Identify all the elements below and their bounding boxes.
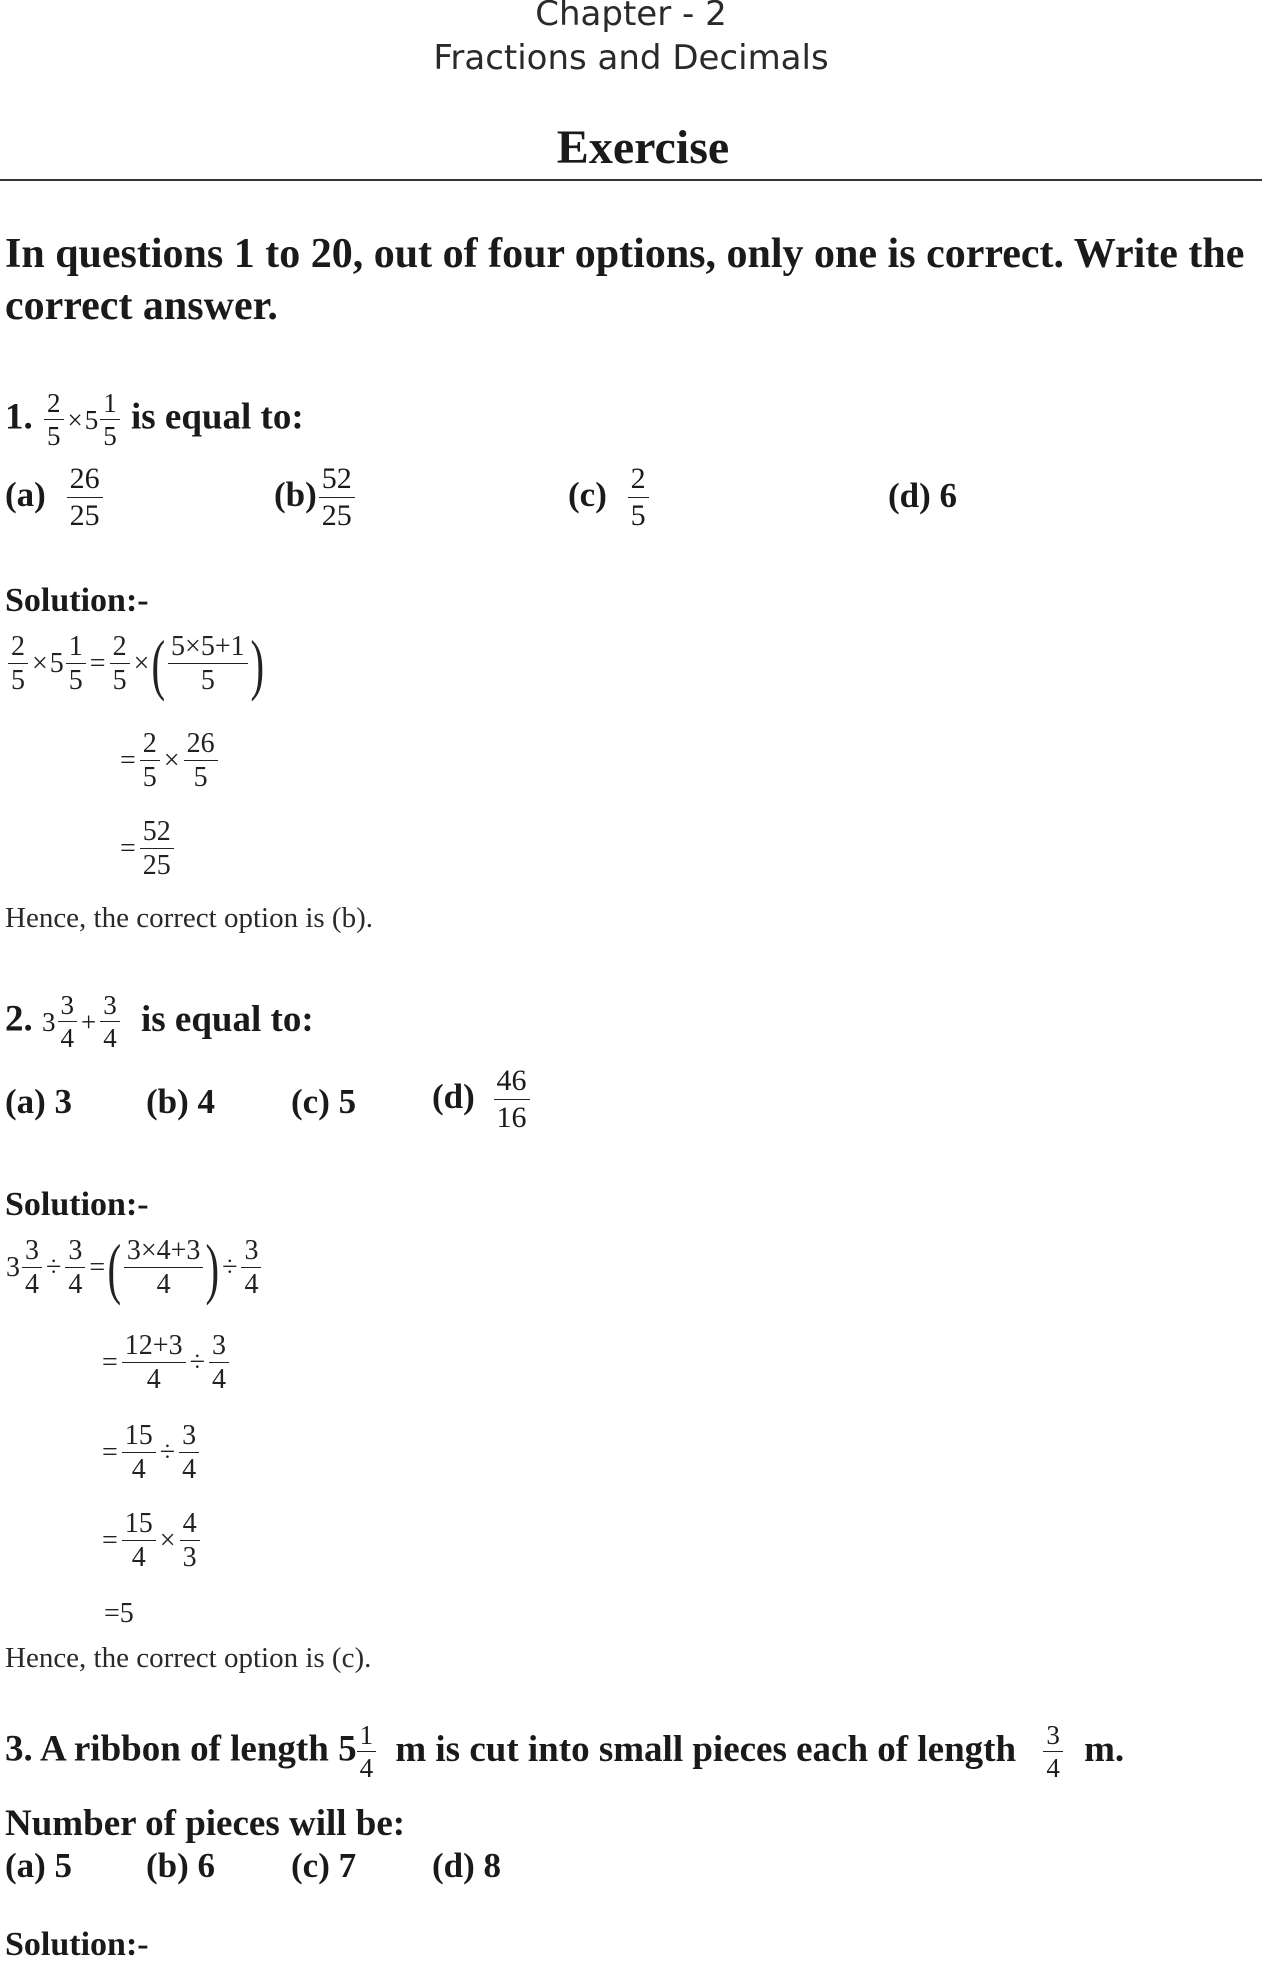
question-text: m. <box>1084 1728 1125 1770</box>
option-d: (d) 6 <box>888 476 958 515</box>
conclusion: Hence, the correct option is (c). <box>5 1642 372 1674</box>
option-a: (a) 3 <box>5 1082 73 1121</box>
section-title: Exercise <box>556 121 730 174</box>
option-a: (a) 5 <box>5 1846 73 1885</box>
question-1: 1. $\frac{2}{5}$ ×5 $\frac{1}{5}$ is equal to: <box>5 388 304 452</box>
fraction: $\frac{2}{5}$ <box>44 388 64 452</box>
option-c: (c) 5 <box>291 1082 357 1121</box>
option-c: (c) $\frac{2}{5}$ <box>568 462 651 534</box>
option-a: (a) $\frac{26}{25}$ <box>5 462 105 534</box>
solution-step: = $\frac{12+3}{4}$ ÷ $\frac{3}{4}$ <box>100 1330 231 1397</box>
option-d: (d) $\frac{46}{16}$ <box>432 1064 532 1136</box>
question-text: m is cut into small pieces each of length <box>395 1728 1017 1770</box>
question-3: 3. A ribbon of length 5 $\frac{1}{4}$ m is cut into small pieces each of length $\frac{3}{4}$ m. <box>5 1720 1125 1784</box>
option-c: (c) 7 <box>291 1846 357 1885</box>
solution-step: = $\frac{15}{4}$ × $\frac{4}{3}$ <box>100 1508 202 1575</box>
fraction: $\frac{1}{5}$ <box>100 388 120 452</box>
solution-step: $\frac{2}{5}$ ×5 $\frac{1}{5}$ = $\frac{2}{5}$ ×( $\frac{5\times 5+1}{5}$ ) <box>6 630 264 698</box>
question-text: is equal to: <box>140 998 314 1040</box>
option-b: (b) 4 <box>146 1082 216 1121</box>
instructions: In questions 1 to 20, out of four options, only one is correct. Write the correct answer. <box>5 231 1245 329</box>
question-text: is equal to: <box>130 396 304 438</box>
chapter-number: Chapter - 2 <box>535 0 727 34</box>
option-b: (b) 6 <box>146 1846 216 1885</box>
option-b: (b) $\frac{52}{25}$ <box>274 462 357 534</box>
question-2: 2. 3 $\frac{3}{4}$ + $\frac{3}{4}$ is equal to: <box>5 990 314 1054</box>
solution-label: Solution:- <box>5 1926 149 1963</box>
solution-label: Solution:- <box>5 582 149 619</box>
chapter-title: Fractions and Decimals <box>433 38 829 78</box>
question-text: 3. A ribbon of length 5 <box>5 1728 357 1770</box>
option-d: (d) 8 <box>432 1846 502 1885</box>
question-number: 2. <box>5 998 33 1040</box>
header-divider <box>0 179 1262 181</box>
solution-step: = $\frac{52}{25}$ <box>118 816 176 883</box>
solution-step: = $\frac{15}{4}$ ÷ $\frac{3}{4}$ <box>100 1420 201 1487</box>
solution-step: =5 <box>104 1598 134 1629</box>
conclusion: Hence, the correct option is (b). <box>5 902 373 934</box>
solution-step: = $\frac{2}{5}$ × $\frac{26}{5}$ <box>118 728 220 795</box>
solution-step: 3 $\frac{3}{4}$ ÷ $\frac{3}{4}$ =( $\frac{3\times 4+3}{4}$ )÷ $\frac{3}{4}$ <box>6 1234 263 1302</box>
question-text-line2: Number of pieces will be: <box>5 1803 406 1844</box>
question-number: 1. <box>5 396 33 438</box>
solution-label: Solution:- <box>5 1186 149 1223</box>
